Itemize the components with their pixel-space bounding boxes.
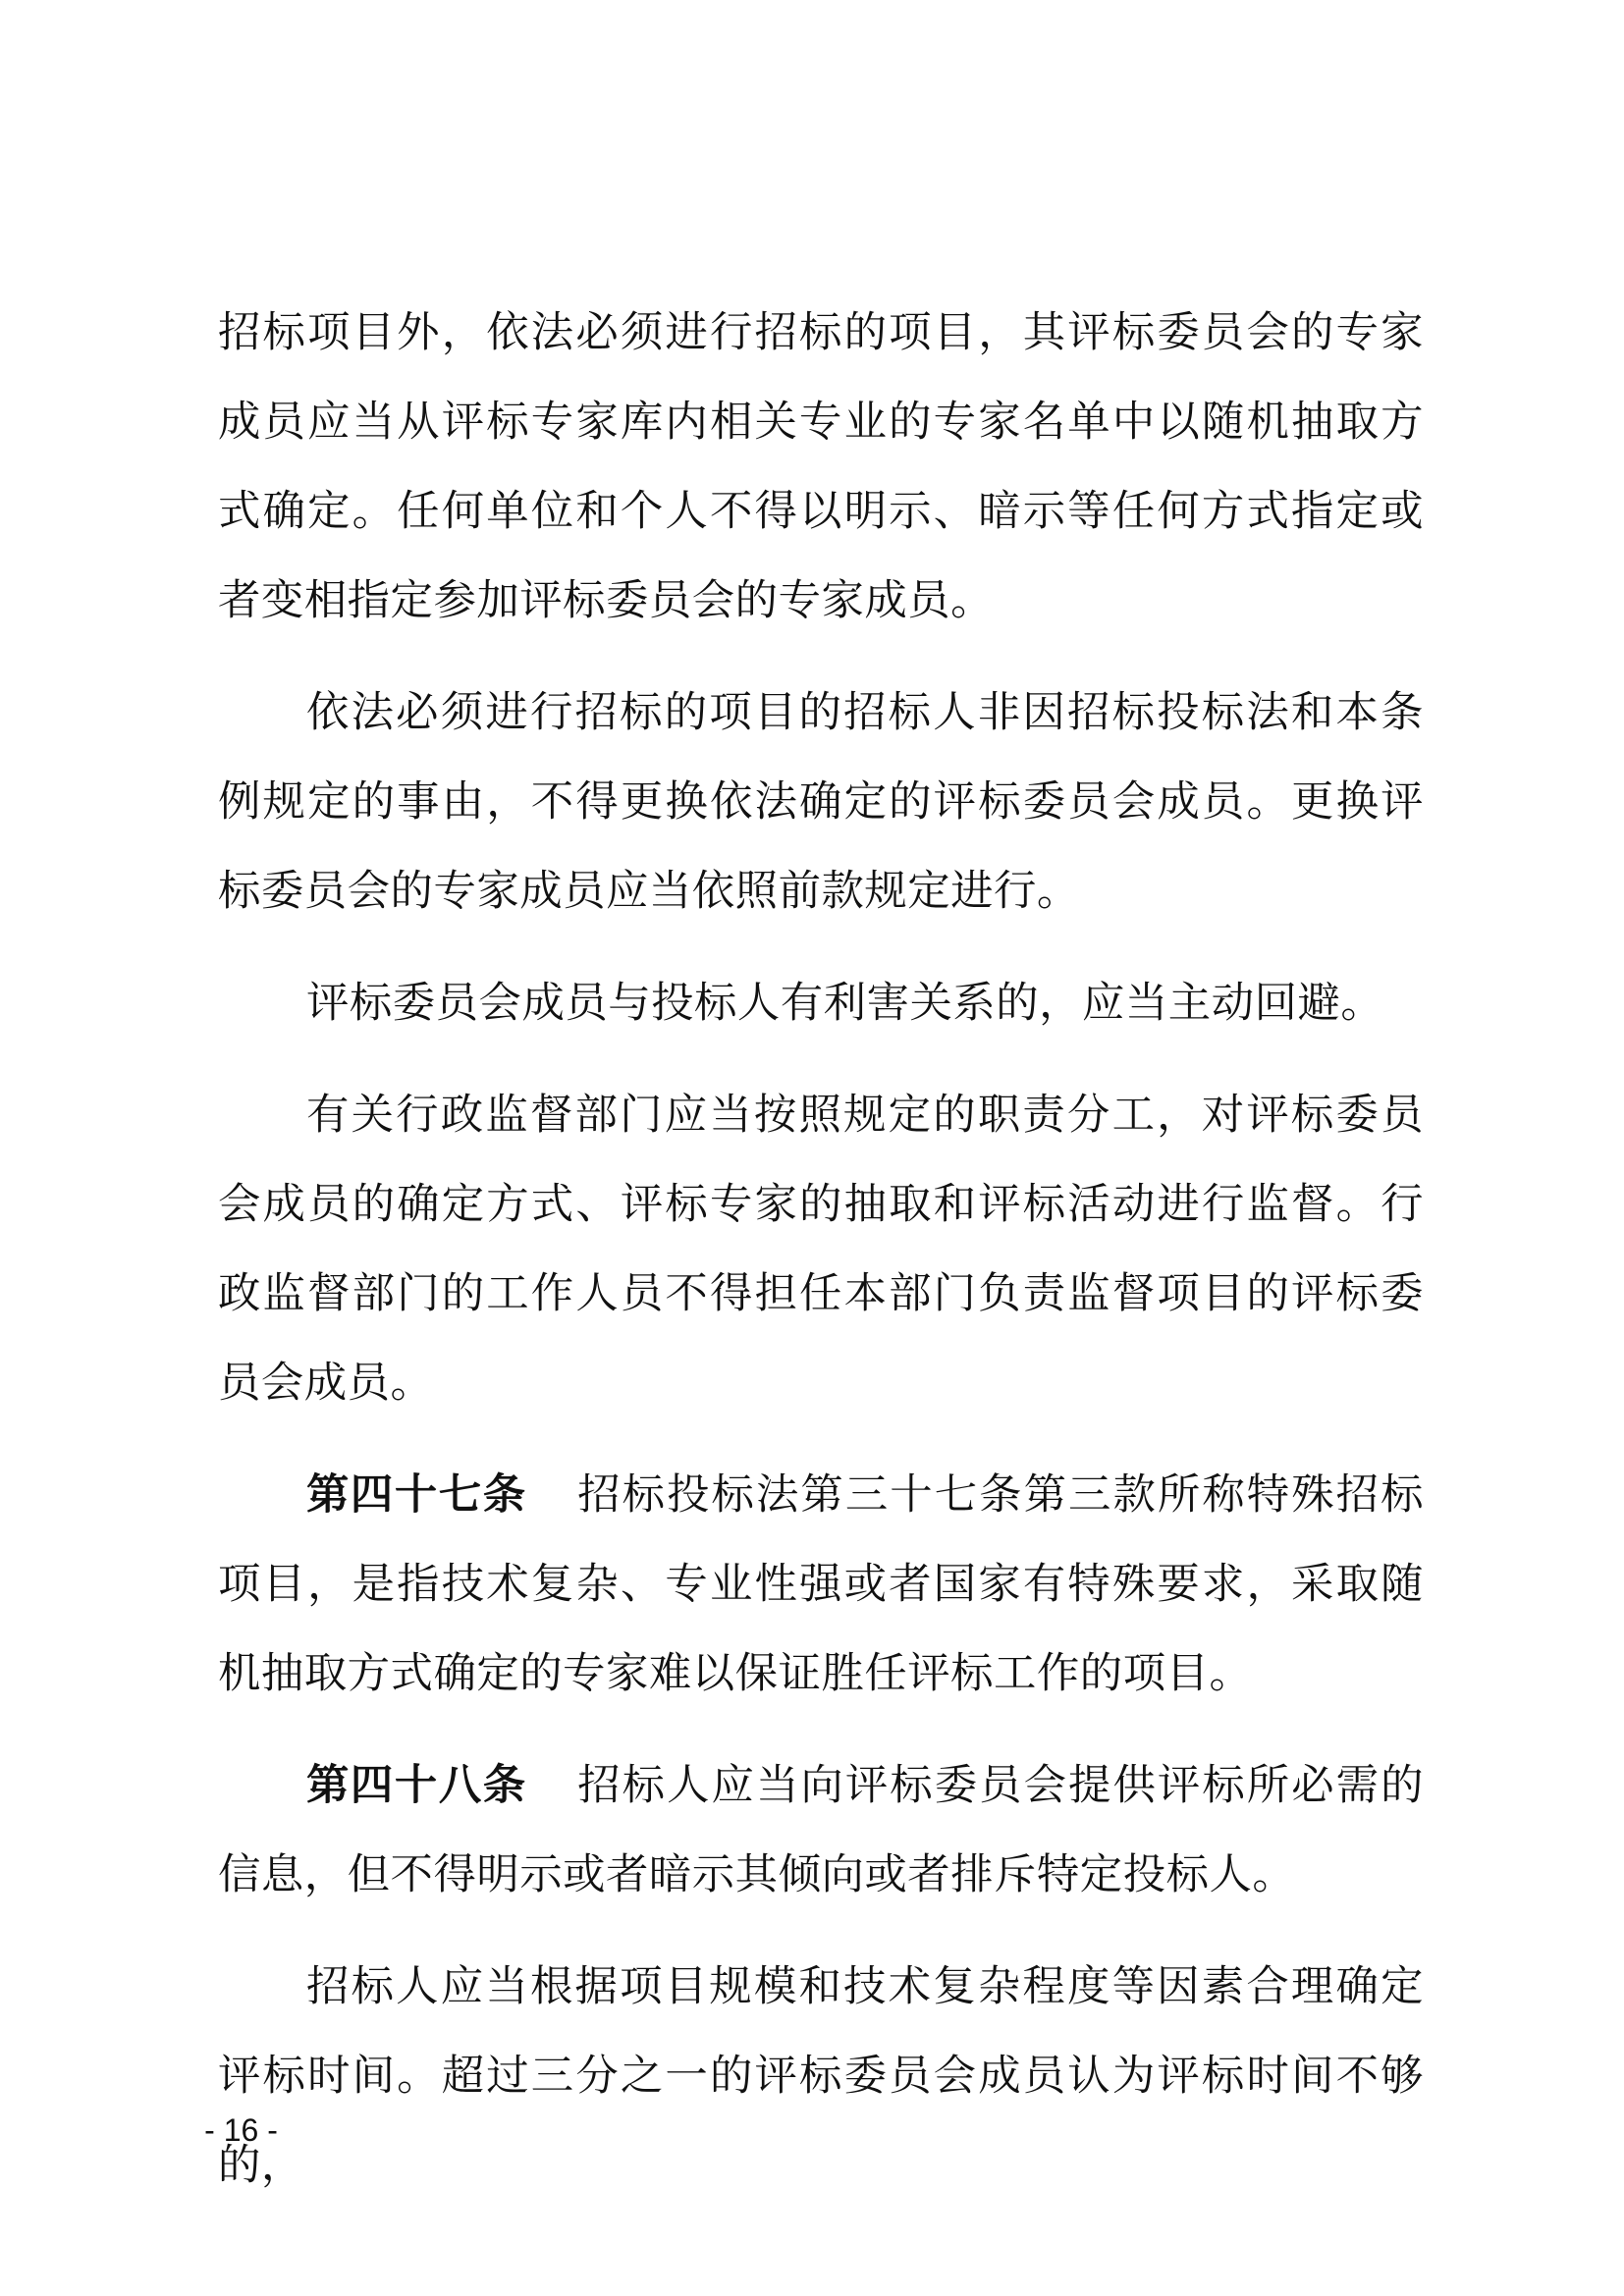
paragraph-text: 招标人应当根据项目规模和技术复杂程度等因素合理确定评标时间。超过三分之一的评标委员会成员认为评标时间不够的， [218,1962,1424,2190]
paragraph-recusal-rule [218,959,1424,1048]
article-text: 招标投标法第三十七条第三款所称特殊招标项目，是指技术复杂、专业性强或者国家有特殊要求，采取随机抽取方式确定的专家难以保证胜任评标工作的项目。 [218,1470,1424,1698]
article-48 [218,1741,1424,1920]
article-47 [218,1451,1424,1719]
page-number: - 16 - [204,2112,278,2148]
paragraph-text: 招标项目外，依法必须进行招标的项目，其评标委员会的专家成员应当从评标专家库内相关专业的专家名单中以随机抽取方式确定。任何单位和个人不得以明示、暗示等任何方式指定或者变相指定参加评标委员会的专家成员。 [218,308,1424,625]
paragraph-supervision-rule [218,1071,1424,1428]
paragraph-replacement-rule [218,668,1424,936]
document-body [218,289,1424,2211]
paragraph-continuation [218,289,1424,646]
article-text: 招标人应当向评标委员会提供评标所必需的信息，但不得明示或者暗示其倾向或者排斥特定投标人。 [218,1761,1424,1899]
paragraph-text: 评标委员会成员与投标人有利害关系的，应当主动回避。 [306,979,1384,1028]
article-number: 第四十七条 [306,1470,527,1520]
paragraph-evaluation-time [218,1943,1424,2211]
article-number: 第四十八条 [306,1761,527,1810]
paragraph-text: 有关行政监督部门应当按照规定的职责分工，对评标委员会成员的确定方式、评标专家的抽取和评标活动进行监督。行政监督部门的工作人员不得担任本部门负责监督项目的评标委员会成员。 [218,1091,1424,1408]
paragraph-text: 依法必须进行招标的项目的招标人非因招标投标法和本条例规定的事由，不得更换依法确定的评标委员会成员。更换评标委员会的专家成员应当依照前款规定进行。 [218,688,1424,916]
